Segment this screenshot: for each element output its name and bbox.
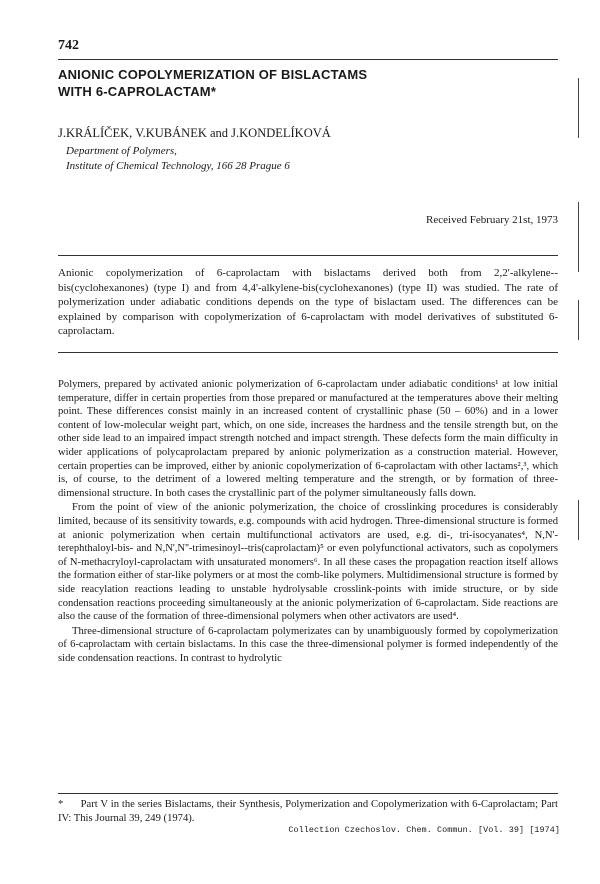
header-rule [58, 59, 558, 60]
body-paragraph: From the point of view of the anionic polymerization, the choice of crosslinking procedures is considerably limited, because of its sensitivity towards, e.g. compounds with acid hydrogen. Three-dimensional structure is formed at anionic polymerization when certain multifunctional activators are used, e.g. di-, tri-isocyanates⁴, N,N'-terephthaloyl-bis- and N,N',N''-trimesinoyl--tris(caprolactam)⁵ or even polyfunctional activators, such as copolymers of N-methacryloyl-caprolactam with unsaturated monomers⁶. In all these cases the propagation reaction itself allows the formation either of star-like polymers or at most the comb-like polymers. Multidimensional structure is formed by side reacylation reactions leading to unstable hydrolysable crosslink-points with imide structure, or by side condensation reactions proceeding simultaneously at the anionic polymerization of 6-caprolactam. Side reactions are also the cause of the formation of three-dimensional polymers when other activators are used⁴. [58, 502, 558, 623]
footnote-rule [58, 793, 558, 794]
abstract-text: Anionic copolymerization of 6-caprolactam with bislactams derived both from 2,2'-alkylene--bis(cyclohexanones) (type I) and from 4,4'-alkylene-bis(cyclohexanones) (type II) was studied. The rate of polymerization under adiabatic conditions depends on the type of bislactam used. The differences can be explained by comparison with copolymerization of 6-caprolactam with model derivatives of substituted 6-caprolactam. [58, 267, 558, 337]
title-line: WITH 6-CAPROLACTAM* [58, 84, 217, 99]
margin-mark [578, 202, 579, 272]
abstract-top-rule [58, 255, 558, 256]
margin-mark [578, 78, 579, 138]
affiliation [66, 144, 290, 174]
page-number: 742 [58, 38, 79, 53]
received-date: Received February 21st, 1973 [426, 214, 558, 226]
article-title [58, 66, 538, 100]
body-text [58, 378, 558, 666]
footnote-text: * Part V in the series Bislactams, their Synthesis, Polymerization and Copolymerization with 6-Caprolactam; Part IV: This Journal 39, 249 (1974). [58, 799, 561, 824]
margin-mark [578, 300, 579, 340]
footnote [58, 798, 561, 826]
title-line: ANIONIC COPOLYMERIZATION OF BISLACTAMS [58, 67, 368, 82]
affiliation-department: Department of Polymers, [66, 145, 177, 157]
abstract [58, 266, 558, 339]
affiliation-institute: Institute of Chemical Technology, 166 28 Prague 6 [66, 160, 290, 172]
abstract-bottom-rule [58, 352, 558, 353]
margin-mark [578, 500, 579, 540]
journal-footer: Collection Czechoslov. Chem. Commun. [Vol. 39] [1974] [288, 825, 560, 835]
authors: J.KRÁLÍČEK, V.KUBÁNEK and J.KONDELÍKOVÁ [58, 126, 331, 140]
body-paragraph: Polymers, prepared by activated anionic polymerization of 6-caprolactam under adiabatic conditions¹ at low initial temperature, differ in certain properties from those prepared or manufactured at the temperatures above their melting point. These differences consist mainly in an increased content of crystallinic phase (50 – 60%) and in a lower content of low-molecular weight part, which, on one side, increases the hardness and the tensile strength but, on the other side lead to an impaired impact strength notched and impact strength. These defects form the main difficulty in wider applications of polycaprolactam prepared by anionic polymerization as a construction material. However, certain properties can be improved, either by anionic copolymerization of 6-caprolactam with other lactams²,³, which is, of course, to the detriment of a lowered melting temperature and the strength, or by formation of three-dimensional structure. In both cases the crystallinic part of the polymer simultaneously falls down. [58, 379, 558, 499]
body-paragraph: Three-dimensional structure of 6-caprolactam polymerizates can by unambiguously formed by copolymerization of 6-caprolactam with certain bislactams. In this case the three-dimensional polymer is formed independently of the side condensation reactions. In contrast to hydrolytic [58, 625, 558, 664]
